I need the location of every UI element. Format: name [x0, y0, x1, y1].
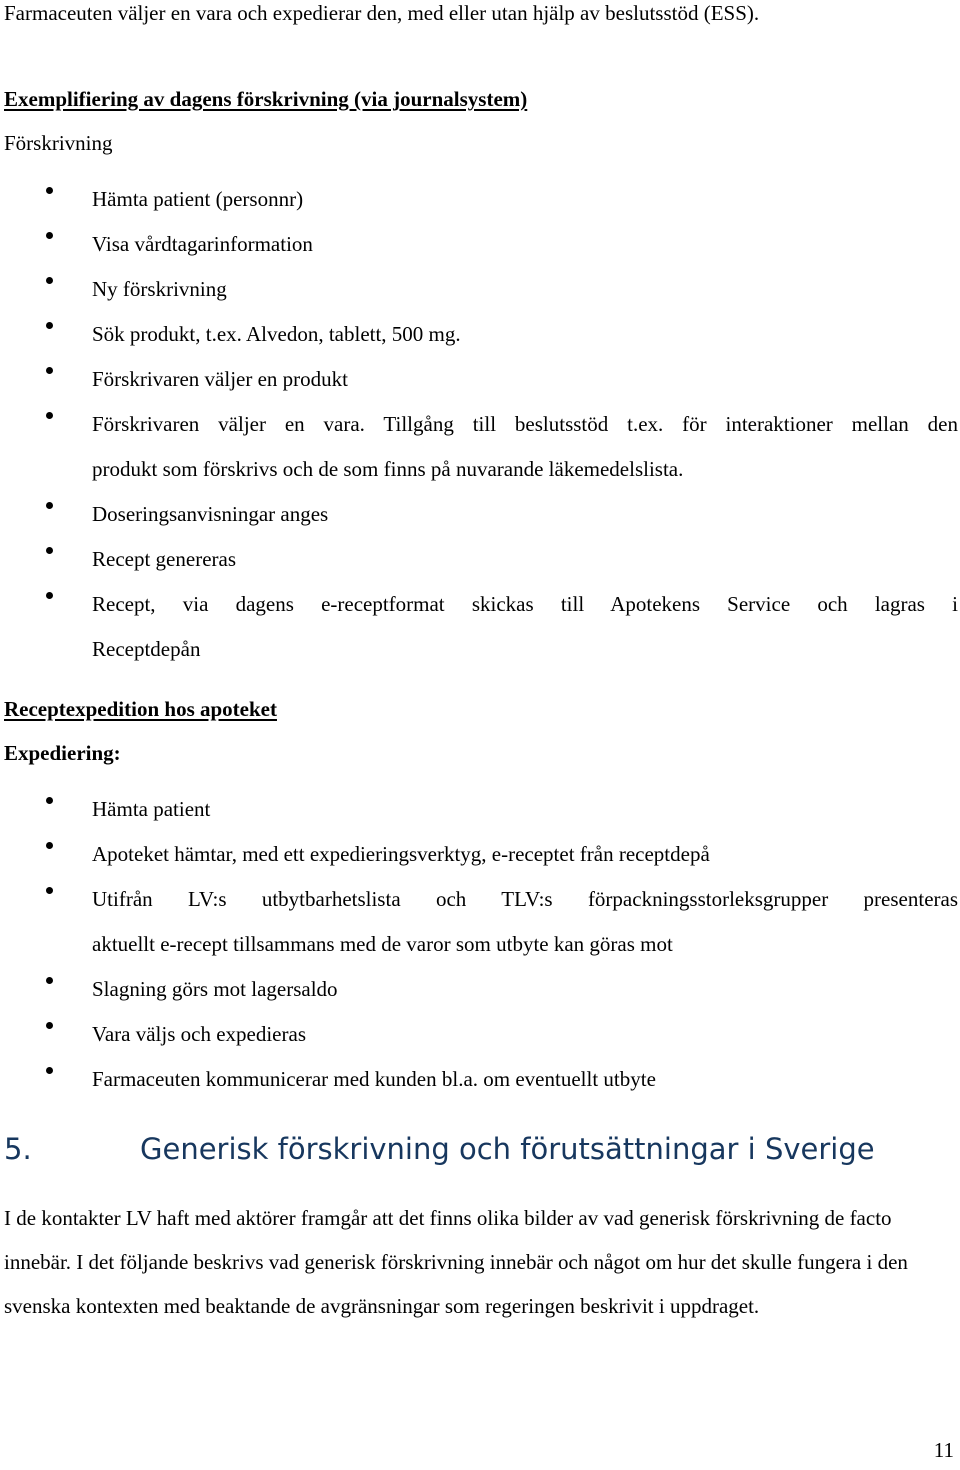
page-number: 11 [933, 1438, 954, 1462]
list-item: Förskrivaren väljer en produkt [0, 357, 960, 402]
list-item: Visa vårdtagarinformation [0, 222, 960, 267]
chapter-heading [4, 1132, 875, 1166]
list-item: Apoteket hämtar, med ett expedieringsverktyg, e-receptet från receptdepå [0, 832, 960, 877]
dispensing-steps-list [0, 787, 960, 1102]
list-item: Slagning görs mot lagersaldo [0, 967, 960, 1012]
list-item: Farmaceuten kommunicerar med kunden bl.a. om eventuellt utbyte [0, 1057, 960, 1102]
section-heading-dispensing: Receptexpedition hos apoteket [4, 697, 277, 721]
list-item: Sök produkt, t.ex. Alvedon, tablett, 500 mg. [0, 312, 960, 357]
intro-line: Farmaceuten väljer en vara och expedierar den, med eller utan hjälp av beslutsstöd (ESS). [4, 1, 760, 25]
list-item: Hämta patient (personnr) [0, 177, 960, 222]
subheading-dispensing: Expediering: [4, 741, 121, 765]
section-heading-prescribing-example: Exemplifiering av dagens förskrivning (via journalsystem) [4, 87, 528, 111]
chapter-number: 5. [4, 1132, 32, 1166]
list-item: Utifrån LV:s utbytbarhetslista och TLV:s förpackningsstorleksgrupper presenteras aktuellt e-recept tillsammans med de varor som utbyte kan göras mot [0, 877, 960, 967]
subheading-prescribing: Förskrivning [4, 131, 113, 155]
list-item: Hämta patient [0, 787, 960, 832]
body-paragraph: I de kontakter LV haft med aktörer framgår att det finns olika bilder av vad generisk förskrivning de facto innebär. I det följande beskrivs vad generisk förskrivning innebär och något om hur det skulle fungera i den svenska kontexten med beaktande de avgränsningar som regeringen beskrivit i uppdraget. [4, 1206, 908, 1318]
chapter-title: Generisk förskrivning och förutsättningar i Sverige [140, 1132, 875, 1166]
list-item: Recept genereras [0, 537, 960, 582]
prescribing-steps-list [0, 177, 960, 672]
list-item: Förskrivaren väljer en vara. Tillgång till beslutsstöd t.ex. för interaktioner mellan den produkt som förskrivs och de som finns på nuvarande läkemedelslista. [0, 402, 960, 492]
list-item: Doseringsanvisningar anges [0, 492, 960, 537]
list-item: Recept, via dagens e-receptformat skickas till Apotekens Service och lagras i Receptdepån [0, 582, 960, 672]
list-item: Ny förskrivning [0, 267, 960, 312]
list-item: Vara väljs och expedieras [0, 1012, 960, 1057]
